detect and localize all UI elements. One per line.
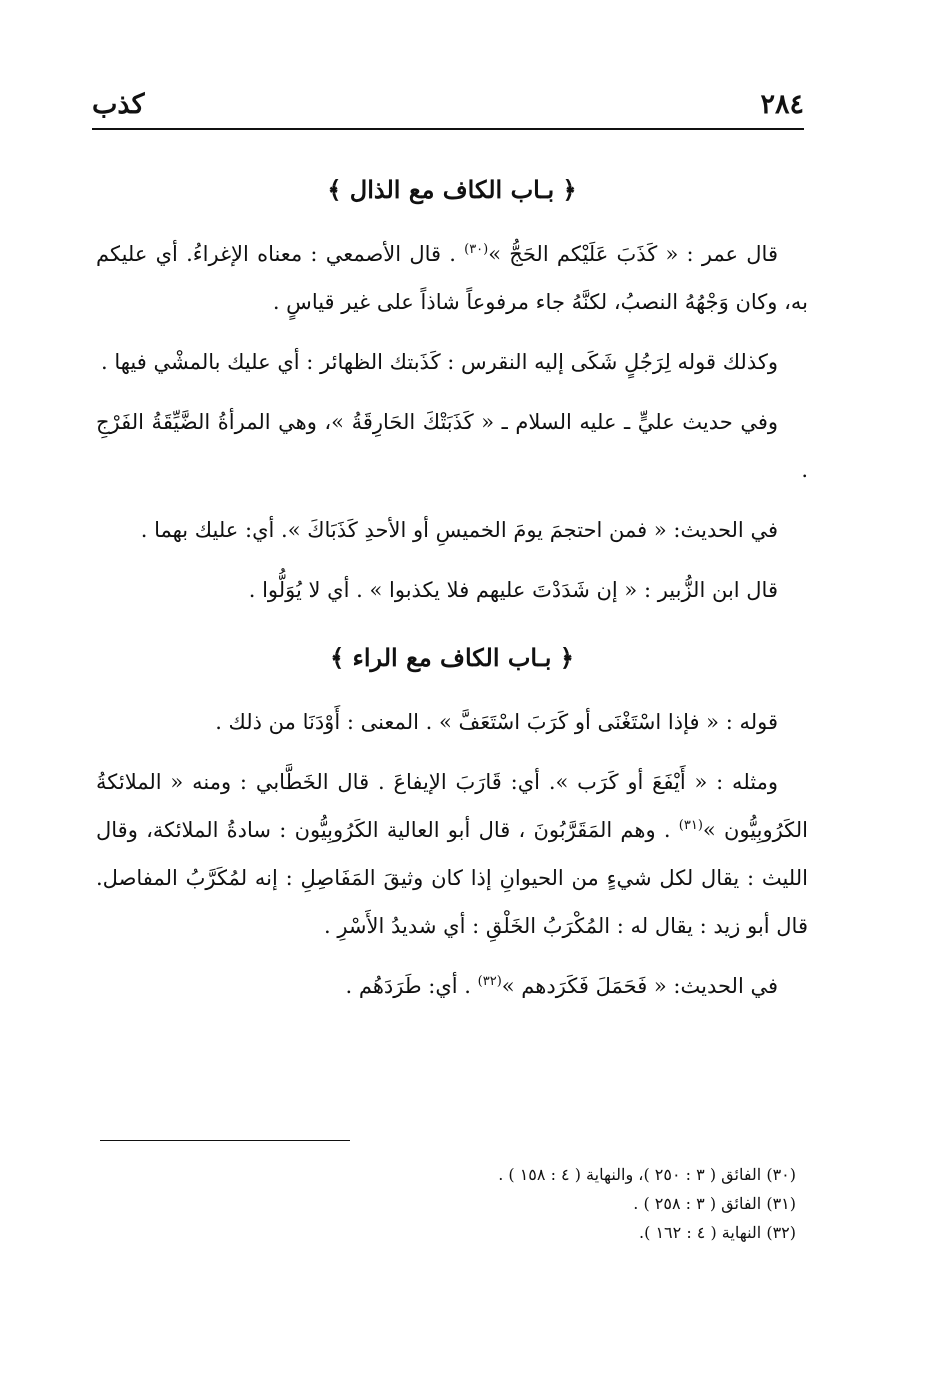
footnote: (٣٢) النهاية ( ٤ : ١٦٢ ). bbox=[639, 1223, 796, 1242]
section-title-kaf-dhal: ﴿ بـاب الكاف مع الذال ﴾ bbox=[327, 175, 577, 204]
page-header bbox=[92, 78, 804, 130]
paragraph-text: ومثله : « أَيْفَعَ أو كَرَب ». أي: قَارَبَ الإيفاعَ . قال الخَطَّابي : ومنه « الملائكةُ الكَرُوبِيُّون » bbox=[96, 770, 808, 842]
paragraph-text: قال عمر : « كَذَبَ عَلَيْكم الحَجُّ » bbox=[488, 242, 778, 266]
paragraph: في الحديث: « فمن احتجمَ يومَ الخميسِ أو الأحدِ كَذَبَاكَ ». أي: عليك بهما . bbox=[140, 518, 778, 542]
paragraph: وكذلك قوله لِرَجُلٍ شَكَى إليه النقرس : كَذَبتك الظهائر : أي عليك بالمشْي فيها . bbox=[100, 350, 778, 374]
paragraph: قوله : « فإذا اسْتَغْنَى أو كَرَبَ اسْتَعَفَّ » . المعنى : أَوْدَنَا من ذلك . bbox=[215, 710, 778, 734]
paragraph-text: في الحديث: « فَحَمَلَ فَكَرَدهم » bbox=[501, 974, 778, 998]
footnote-ref[interactable]: (٣٢) bbox=[477, 974, 502, 989]
paragraph bbox=[96, 758, 808, 950]
footnotes bbox=[96, 1160, 796, 1247]
running-head: كذب bbox=[92, 89, 145, 120]
paragraph: وفي حديث عليٍّ ـ عليه السلام ـ « كَذَبَتْكَ الحَارِقَةُ »، وهي المرأةُ الضَّيِّقَةُ الفَرْجِ . bbox=[96, 410, 808, 482]
section-title-kaf-ra: ﴿ بـاب الكاف مع الراء ﴾ bbox=[330, 643, 574, 672]
paragraph bbox=[96, 230, 808, 326]
paragraph-text: . أي: طَرَدَهُم . bbox=[345, 974, 478, 998]
footnote-divider bbox=[100, 1140, 350, 1141]
footnote-ref[interactable]: (٣٠) bbox=[464, 242, 489, 257]
footnote-ref[interactable]: (٣١) bbox=[678, 818, 703, 833]
page-body bbox=[96, 158, 808, 1022]
paragraph-text: . قال الأصمعي : معناه الإغراءُ. أي عليكم به، وكان وَجْهُهُ النصبُ، لكنَّهُ جاء مرفوعاً شاذاً على غير قياسٍ . bbox=[96, 242, 808, 314]
footnote: (٣٠) الفائق ( ٣ : ٢٥٠ )، والنهاية ( ٤ : ١٥٨ ) . bbox=[498, 1165, 796, 1184]
footnote: (٣١) الفائق ( ٣ : ٢٥٨ ) . bbox=[633, 1194, 796, 1213]
paragraph bbox=[96, 962, 808, 1010]
paragraph: قال ابن الزُّبير : « إن شَدَدْتَ عليهم فلا يكذبوا » . أي لا يُوَلُّوا . bbox=[248, 578, 778, 602]
page-number: ٢٨٤ bbox=[760, 89, 804, 120]
paragraph-text: . وهم المَقَرَّبُونَ ، قال أبو العالية الكَرُوبِيُّون : سادةُ الملائكة، وقال الليث : يقال لكل شيءٍ من الحيوانِ إذا كان وثيقَ المَفَاصِلِ : إنه لمُكَرَّبُ المفاصل. قال أبو زيد : يقال له : المُكْرَبُ الخَلْقِ : أي شديدُ الأَسْرِ . bbox=[96, 818, 808, 938]
